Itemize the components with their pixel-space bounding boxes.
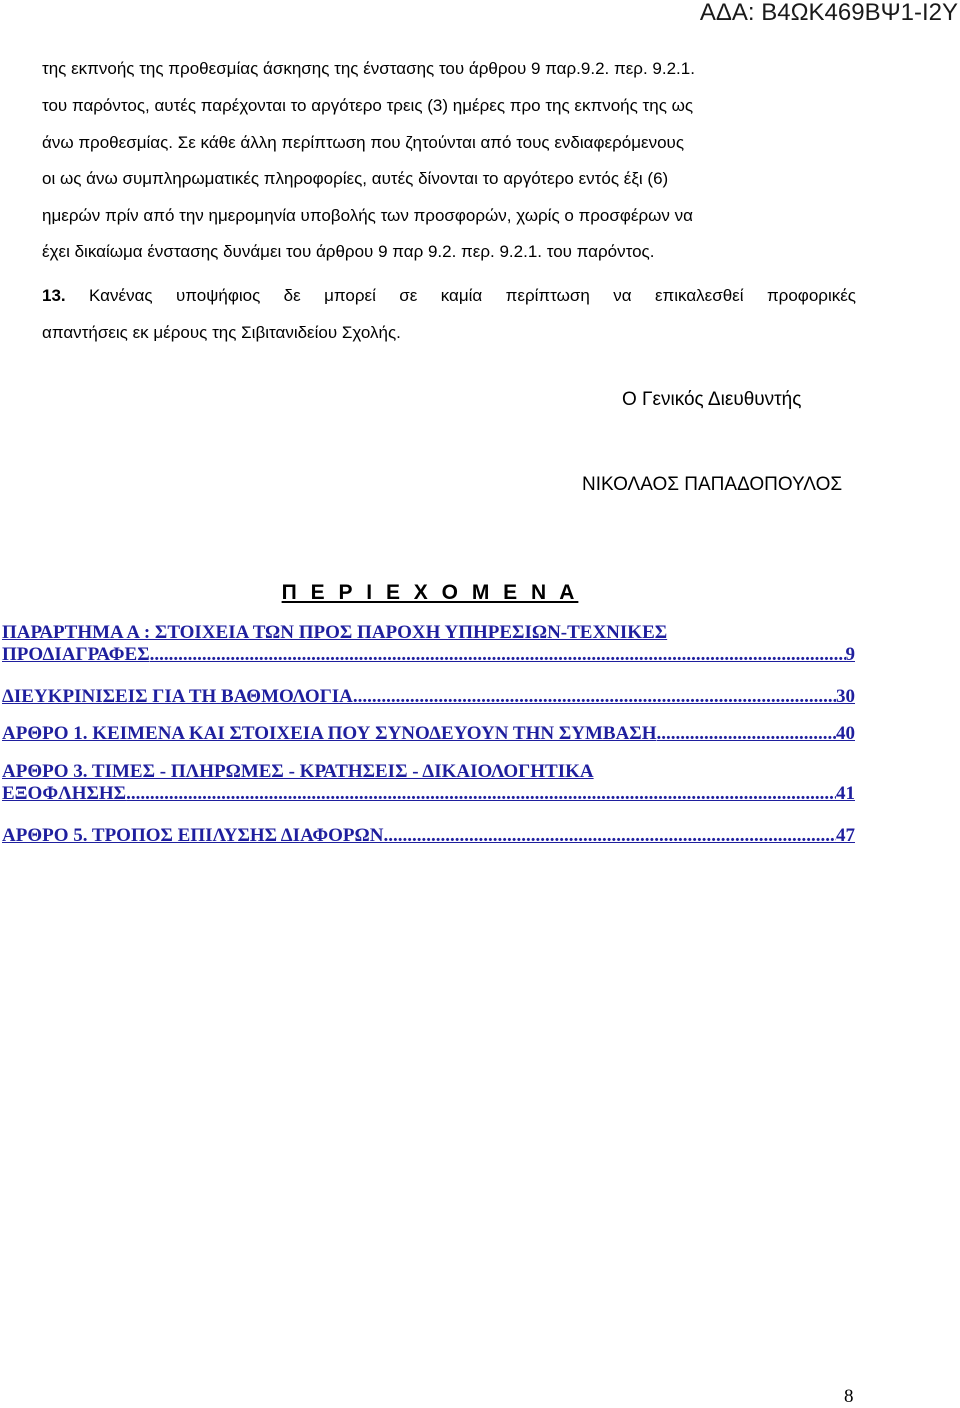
- item-13-paragraph: [42, 285, 856, 307]
- toc-leader-dots: [353, 686, 836, 708]
- item-13-number: 13.: [42, 286, 66, 305]
- toc-entry-title: ΔΙΕΥΚΡΙΝΙΣΕΙΣ ΓΙΑ ΤΗ ΒΑΘΜΟΛΟΓΙΑ: [2, 686, 353, 707]
- signer-title: Ο Γενικός Διευθυντής: [622, 389, 802, 410]
- toc-entry-title: ΑΡΘΡΟ 1. ΚΕΙΜΕΝΑ ΚΑΙ ΣΤΟΙΧΕΙΑ ΠΟΥ ΣΥΝΟΔΕΥΟΥΝ ΤΗΝ ΣΥΜΒΑΣΗ: [2, 723, 657, 744]
- ada-code: ΑΔΑ: Β4ΩΚ469ΒΨ1-Ι2Υ: [699, 0, 958, 26]
- toc-leader-dots: [126, 783, 836, 805]
- toc-page-number: 40: [836, 723, 855, 744]
- body-line: οι ως άνω συμπληρωματικές πληροφορίες, αυτές δίνονται το αργότερο εντός έξι (6): [42, 169, 669, 188]
- toc-entry-article-5[interactable]: [2, 825, 855, 847]
- toc-entry-title-cont: ΠΡΟΔΙΑΓΡΑΦΕΣ: [2, 644, 150, 665]
- body-line: άνω προθεσμίας. Σε κάθε άλλη περίπτωση που ζητούνται από τους ενδιαφερόμενους: [42, 133, 685, 152]
- toc-entry-article-1[interactable]: [2, 723, 855, 745]
- toc-page-number: 41: [836, 783, 855, 804]
- page-number: 8: [844, 1386, 854, 1407]
- toc-leader-dots: [150, 644, 846, 666]
- item-13-text: Κανένας υποψήφιος δε μπορεί σε καμία περίπτωση να επικαλεσθεί προφορικές: [89, 286, 856, 305]
- toc-entry-title-cont: ΕΞΟΦΛΗΣΗΣ: [2, 783, 127, 804]
- toc-entry-article-3[interactable]: [2, 761, 855, 805]
- body-line: έχει δικαίωμα ένστασης δυνάμει του άρθρου 9 παρ 9.2. περ. 9.2.1. του παρόντος.: [42, 242, 655, 261]
- body-line: ημερών πρίν από την ημερομηνία υποβολής των προσφορών, χωρίς ο προσφέρων να: [42, 206, 693, 225]
- signer-name: ΝΙΚΟΛΑΟΣ ΠΑΠΑΔΟΠΟΥΛΟΣ: [582, 474, 843, 495]
- toc-entry-title: ΠΑΡΑΡΤΗΜΑ Α : ΣΤΟΙΧΕΙΑ ΤΩΝ ΠΡΟΣ ΠΑΡΟΧΗ ΥΠΗΡΕΣΙΩΝ-ΤΕΧΝΙΚΕΣ: [2, 622, 668, 643]
- toc-page-number: 47: [836, 825, 855, 846]
- toc-leader-dots: [383, 825, 836, 847]
- body-line: του παρόντος, αυτές παρέχονται το αργότερο τρεις (3) ημέρες προ της εκπνοής της ως: [42, 96, 694, 115]
- toc-entry-appendix-a[interactable]: [2, 622, 855, 666]
- toc-heading: Π Ε Ρ Ι Ε Χ Ο Μ Ε Ν Α: [281, 581, 579, 604]
- body-line: της εκπνοής της προθεσμίας άσκησης της ένστασης του άρθρου 9 παρ.9.2. περ. 9.2.1.: [42, 59, 695, 78]
- toc-entry-title: ΑΡΘΡΟ 5. ΤΡΟΠΟΣ ΕΠΙΛΥΣΗΣ ΔΙΑΦΟΡΩΝ: [2, 825, 384, 846]
- toc-page-number: 9: [845, 644, 855, 665]
- toc-leader-dots: [657, 723, 837, 745]
- item-13-continuation: απαντήσεις εκ μέρους της Σιβιτανιδείου Σχολής.: [42, 323, 401, 342]
- toc-entry-title: ΑΡΘΡΟ 3. ΤΙΜΕΣ - ΠΛΗΡΩΜΕΣ - ΚΡΑΤΗΣΕΙΣ - ΔΙΚΑΙΟΛΟΓΗΤΙΚΑ: [2, 761, 594, 782]
- toc-page-number: 30: [836, 686, 855, 707]
- toc-entry-clarifications[interactable]: [2, 686, 855, 708]
